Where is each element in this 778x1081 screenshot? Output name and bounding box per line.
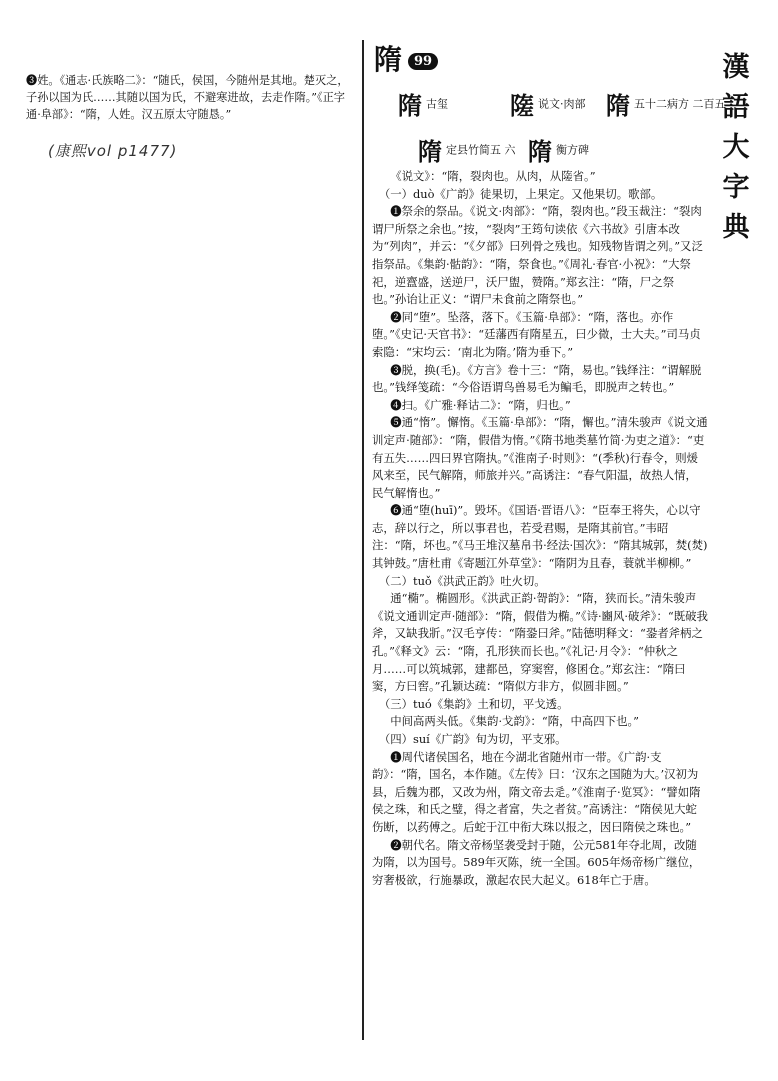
glyph-source: 衡方碑: [556, 143, 589, 157]
reading-heading: （四）suí《广韵》旬为切，平支邪。: [378, 732, 567, 746]
glyph: 隋: [528, 137, 552, 166]
glyph-form-1: [398, 86, 448, 121]
entry-paragraph: ❻通“堕(huī)”。毁坏。《国语·晋语八》：“臣奉王将失，心以守志，辞以行之，所以事君也，若受君赐，是隋其前官。”韦昭注：“隋，坏也。”《马王堆汉墓帛书·经法·国次》：“隋其城郭，焚(焚)其钟鼓。”唐杜甫《寄题江外草堂》：“隋阴为且春，蓑就半柳柳。”: [372, 503, 708, 571]
headword-number-badge: 99: [408, 53, 438, 70]
entry-paragraph: ❶周代诸侯国名，地在今湖北省随州市一带。《广韵·支韵》：“隋，国名，本作随。《左传》曰：‘汉东之国随为大。’汉初为县，后魏为郡，又改为州，隋文帝去辵。”《淮南子·览冥》：“譬如隋侯之珠，和氏之璧，得之者富，失之者贫。”高诱注：“隋侯见大蛇伤断，以药傅之。后蛇于江中衔大珠以报之，因曰隋侯之珠也。”: [372, 749, 701, 834]
column-divider: [362, 40, 364, 1040]
entry-paragraph: ❺通“惰”。懈惰。《玉篇·阜部》：“隋，懈也。”清朱骏声《说文通训定声·随部》：“隋，假借为惰。”《隋书地类墓竹简·为吏之道》：“吏有五失……四曰界官隋执。”《淮南子·时则》：“(季秋)行春令，则煖风来至，民气解隋，师旅并兴。”高诱注：“春气阳温，故热人情，民气解惰也。”: [372, 415, 708, 500]
handwritten-annotation: (康熙vol p1477): [48, 142, 178, 160]
entry-paragraph: 《说文》：“隋，裂肉也。从肉，从隓省。”: [390, 169, 596, 183]
entry-paragraph: ❷朝代名。隋文帝杨坚袭受封于随，公元581年夺北周，改随为隋，以为国号。589年灭陈，统一全国。605年炀帝杨广继位，穷奢极欲，行施暴政，激起农民大起义。618年亡于唐。: [372, 837, 701, 887]
glyph: 隓: [510, 91, 534, 120]
side-note: ❸姓。《通志·氏族略二》：“随氏，侯国，今随州是其地。楚灭之，子孙以国为氏……其随以国为氏，不避寒进故，去走作隋。”《正字通·阜部》：“隋，人姓。汉五原太守随恳。”: [26, 74, 349, 121]
title-char-4: 字: [722, 172, 750, 203]
entry-paragraph: ❷同“堕”。坠落，落下。《玉篇·阜部》：“隋，落也。亦作堕。”《史记·天官书》：“廷藩西有隋星五，曰少微，士大夫。”司马贞索隐：“宋均云：‘南北为隋。’隋为垂下。”: [372, 309, 701, 359]
headword: [374, 38, 438, 78]
glyph-source: 定县竹简五 六: [446, 143, 516, 157]
glyph-forms: [398, 80, 726, 168]
entry-paragraph: 中间高两头低。《集韵·戈韵》：“隋，中高四下也。”: [390, 714, 639, 729]
reading-heading: （二）tuǒ《洪武正韵》吐火切。: [378, 573, 546, 588]
entry-paragraph: ❹扫。《广雅·释诂二》：“隋，归也。”: [390, 397, 571, 412]
title-char-5: 典: [722, 212, 750, 243]
entry-paragraph: ❶祭余的祭品。《说文·肉部》：“隋，裂肉也。”段玉裁注：“裂肉谓尸所祭之余也。”按，“裂肉”王筠句读依《六书故》引唐本改为“列肉”，并云：“《夕部》曰列骨之残也。知残物皆谓之列。”又泛指祭品。《集韵·骷韵》：“隋，祭食也。”《周礼·春官·小祝》：“大祭祀，逆齍盛，送逆尸，沃尸盥，赞隋。”郑玄注：“隋，尸之祭也。”孙诒让正义：“谓尸未食前之隋祭也。”: [372, 204, 703, 307]
glyph-source: 说文·肉部: [538, 97, 586, 111]
glyph-form-3: [606, 86, 726, 121]
glyph-form-5: [528, 132, 589, 167]
entry-paragraph: 通“椭”。椭圆形。《洪武正韵·哿韵》：“隋，狭而长。”清朱骏声《说文通训定声·随部》：“隋，假借为椭。”《诗·豳风·破斧》：“既破我斧，又缺我斨。”汉毛亨传：“隋銎曰斧。”陆德明释文：“銎者斧柄之孔。”《释文》云：“隋，孔形狭而长也。”《礼记·月令》：“仲秋之月……可以筑城郭，建都邑，穿窦窖，修囷仓。”郑玄注：“隋曰窦，方曰窖。”孔颖达疏：“隋似方非方，似圆非圆。”: [372, 591, 708, 694]
title-char-1: 漢: [722, 52, 750, 83]
glyph-source: 五十二病方 二百五: [634, 97, 726, 111]
dictionary-title: [716, 48, 756, 248]
glyph-form-2: [510, 86, 586, 121]
glyph: 隋: [606, 91, 630, 120]
title-char-2: 語: [722, 92, 750, 123]
entry-body: [372, 168, 708, 889]
reading-heading: （三）tuó《集韵》土和切，平戈透。: [378, 696, 569, 711]
entry-paragraph: ❸脱，换(毛)。《方言》卷十三：“隋，易也。”钱绎注：“谓解脱也。”钱绎笺疏：“今俗语谓鸟兽易毛为鳊毛，即脱声之转也。”: [372, 362, 702, 395]
glyph: 隋: [418, 137, 442, 166]
glyph-source: 古玺: [426, 97, 448, 111]
glyph-form-4: [418, 132, 516, 167]
headword-char: 隋: [374, 43, 403, 76]
title-char-3: 大: [722, 132, 750, 163]
glyph: 隋: [398, 91, 422, 120]
reading-heading: （一）duò《广韵》徒果切，上果定。又他果切。歌部。: [378, 186, 663, 201]
